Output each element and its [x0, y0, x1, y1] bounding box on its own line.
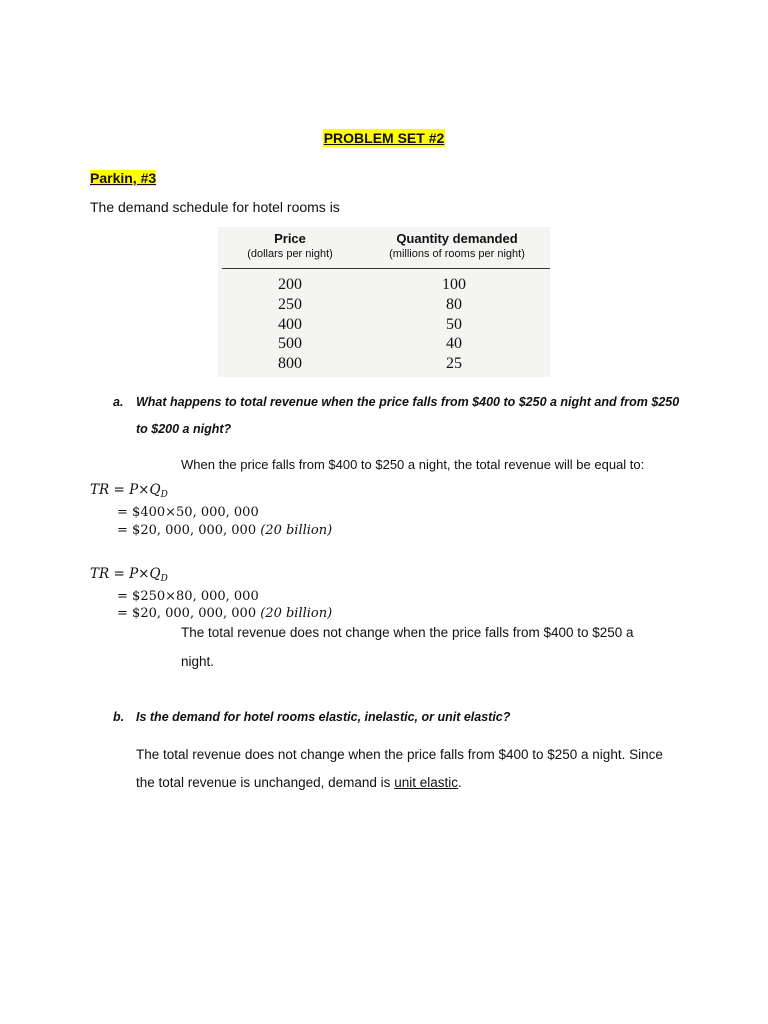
intro-text: The demand schedule for hotel rooms is	[90, 199, 340, 215]
price-cell: 250	[278, 295, 302, 313]
revenue-calc-2-step2: = $20, 000, 000, 000 (20 billion)	[117, 606, 333, 621]
quantity-column	[434, 275, 474, 374]
quantity-cell: 40	[446, 335, 462, 353]
answer-b-line2: the total revenue is unchanged, demand is unit elastic.	[136, 775, 462, 790]
quantity-cell: 80	[446, 295, 462, 313]
price-cell: 200	[278, 276, 302, 293]
quantity-cell: 25	[446, 355, 462, 373]
quantity-cell: 100	[442, 276, 466, 293]
revenue-calc-1-step2: = $20, 000, 000, 000 (20 billion)	[117, 523, 333, 538]
revenue-formula-2: TR = $P\times Q_D$	[90, 566, 168, 584]
demand-schedule-table	[218, 227, 550, 377]
table-header-rule	[222, 268, 550, 269]
revenue-calc-2-step1: = $250×80, 000, 000	[117, 589, 259, 604]
price-column	[270, 275, 310, 374]
price-column-header: Price (dollars per night)	[247, 231, 333, 260]
answer-a-conclusion-line2: night.	[181, 654, 215, 669]
answer-a-intro: When the price falls from $400 to $250 a night, the total revenue will be equal to:	[181, 457, 645, 472]
quantity-cell: 50	[446, 315, 462, 333]
price-cell: 500	[278, 335, 302, 353]
problem-subtitle: Parkin, #3	[90, 170, 157, 186]
answer-b-line1: The total revenue does not change when the price falls from $400 to $250 a night. Since	[136, 747, 663, 762]
price-cell: 800	[278, 355, 302, 373]
page-title: PROBLEM SET #2	[323, 130, 445, 146]
revenue-calc-1-step1: = $400×50, 000, 000	[117, 505, 259, 520]
question-a-line2: to $200 a night?	[136, 422, 232, 436]
answer-a-conclusion: The total revenue does not change when the price falls from $400 to $250 a	[181, 625, 634, 640]
unit-elastic-term: unit elastic	[394, 775, 458, 790]
quantity-column-header: Quantity demanded (millions of rooms per night)	[389, 231, 525, 260]
revenue-formula-1: TR = $P\times Q_D$	[90, 482, 168, 500]
price-cell: 400	[278, 315, 302, 333]
